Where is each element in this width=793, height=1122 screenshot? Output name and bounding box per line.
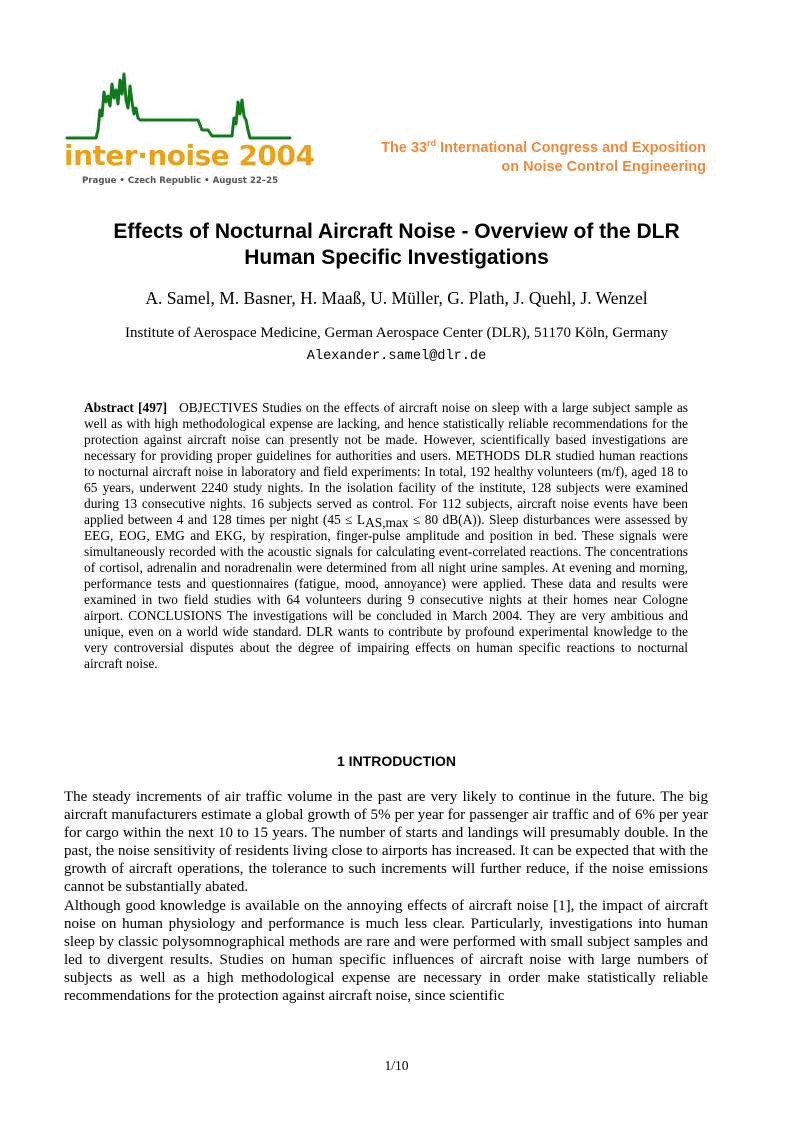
page-number: 1/10 bbox=[384, 1058, 409, 1073]
paragraph: Although good knowledge is available on the annoying effects of aircraft noise [1], the impact of aircraft noise on human physiology and performance is much less clear. Particularly, investigations into human sleep by classic polysomnographical methods are rare and were performed with small subject samples and led to divergent results. Studies on human specific influences of aircraft noise with large numbers of subjects as well as a high methodological expense are necessary in order make statistically reliable recommendations for the protection against aircraft noise, since scientific bbox=[64, 897, 708, 1005]
contact-email: Alexander.samel@dlr.de bbox=[306, 349, 487, 364]
paper-title bbox=[60, 219, 733, 271]
conference-line-1: The 33rd International Congress and Exposition bbox=[381, 138, 706, 156]
logo-wordmark: inter·noise 2004 bbox=[64, 139, 315, 172]
section-body bbox=[64, 788, 708, 1005]
affiliation: Institute of Aerospace Medicine, German Aerospace Center (DLR), 51170 Köln, Germany bbox=[124, 325, 669, 341]
abstract-subscript: AS,max bbox=[365, 515, 409, 530]
conference-name bbox=[381, 139, 706, 177]
abstract-text-end: ≤ 80 dB(A)). Sleep disturbances were assessed by EEG, EOG, EMG and EKG, by respiration, finger-pulse amplitude and position in bed. These signals were simultaneously recorded with the acoustic signals for calculating event-correlated reactions. The concentrations of cortisol, adrenalin and noradrenalin were determined from all night urine samples. At evening and morning, performance tests and questionnaires (fatigue, mood, annoyance) were applied. These data and results were examined in two field studies with 64 volunteers during 9 consecutive nights at their homes near Cologne airport. CONCLUSIONS The investigations will be concluded in March 2004. They are very ambitious and unique, even on a world wide standard. DLR wants to contribute by profound experimental knowledge to the very controversial disputes about the degree of impairing effects on human specific reactions to nocturnal aircraft noise. bbox=[84, 512, 688, 671]
paragraph: The steady increments of air traffic volume in the past are very likely to continue in the future. The big aircraft manufacturers estimate a global growth of 5% per year for passenger air traffic and of 6% per year for cargo within the next 10 to 15 years. The number of starts and landings will presumably double. In the past, the noise sensitivity of residents living close to airports has increased. It can be expected that with the growth of aircraft operations, the tolerance to such increments will further reduce, if the noise emissions cannot be substantially abated. bbox=[64, 789, 708, 896]
title-line-1: Effects of Nocturnal Aircraft Noise - Overview of the DLR bbox=[113, 220, 680, 243]
conference-line-2: on Noise Control Engineering bbox=[501, 159, 706, 175]
logo-subtitle: Prague • Czech Republic • August 22–25 bbox=[82, 176, 279, 186]
section-heading: 1 INTRODUCTION bbox=[337, 753, 456, 769]
prague-skyline-icon bbox=[62, 70, 296, 142]
abstract-text: OBJECTIVES Studies on the effects of aircraft noise on sleep with a large subject sample as well as with high methodological expense are lacking, and hence statistically reliable recommendations for the protection against aircraft noise can presently not be made. However, scientifically based investigations are necessary for providing proper guidelines for authorities and users. METHODS DLR studied human reactions to nocturnal aircraft noise in laboratory and field experiments: In total, 192 healthy volunteers (m/f), aged 18 to 65 years, underwent 2240 study nights. In the isolation facility of the institute, 128 subjects were examined during 13 consecutive nights. 16 subjects served as control. For 112 subjects, aircraft noise events have been applied between 4 and 128 times per night (45 ≤ L bbox=[84, 400, 689, 527]
conference-logo bbox=[62, 70, 315, 194]
abstract-label: Abstract [497] bbox=[84, 400, 168, 415]
abstract bbox=[84, 400, 688, 672]
authors: A. Samel, M. Basner, H. Maaß, U. Müller, G. Plath, J. Quehl, J. Wenzel bbox=[145, 288, 648, 308]
title-line-2: Human Specific Investigations bbox=[244, 246, 549, 269]
